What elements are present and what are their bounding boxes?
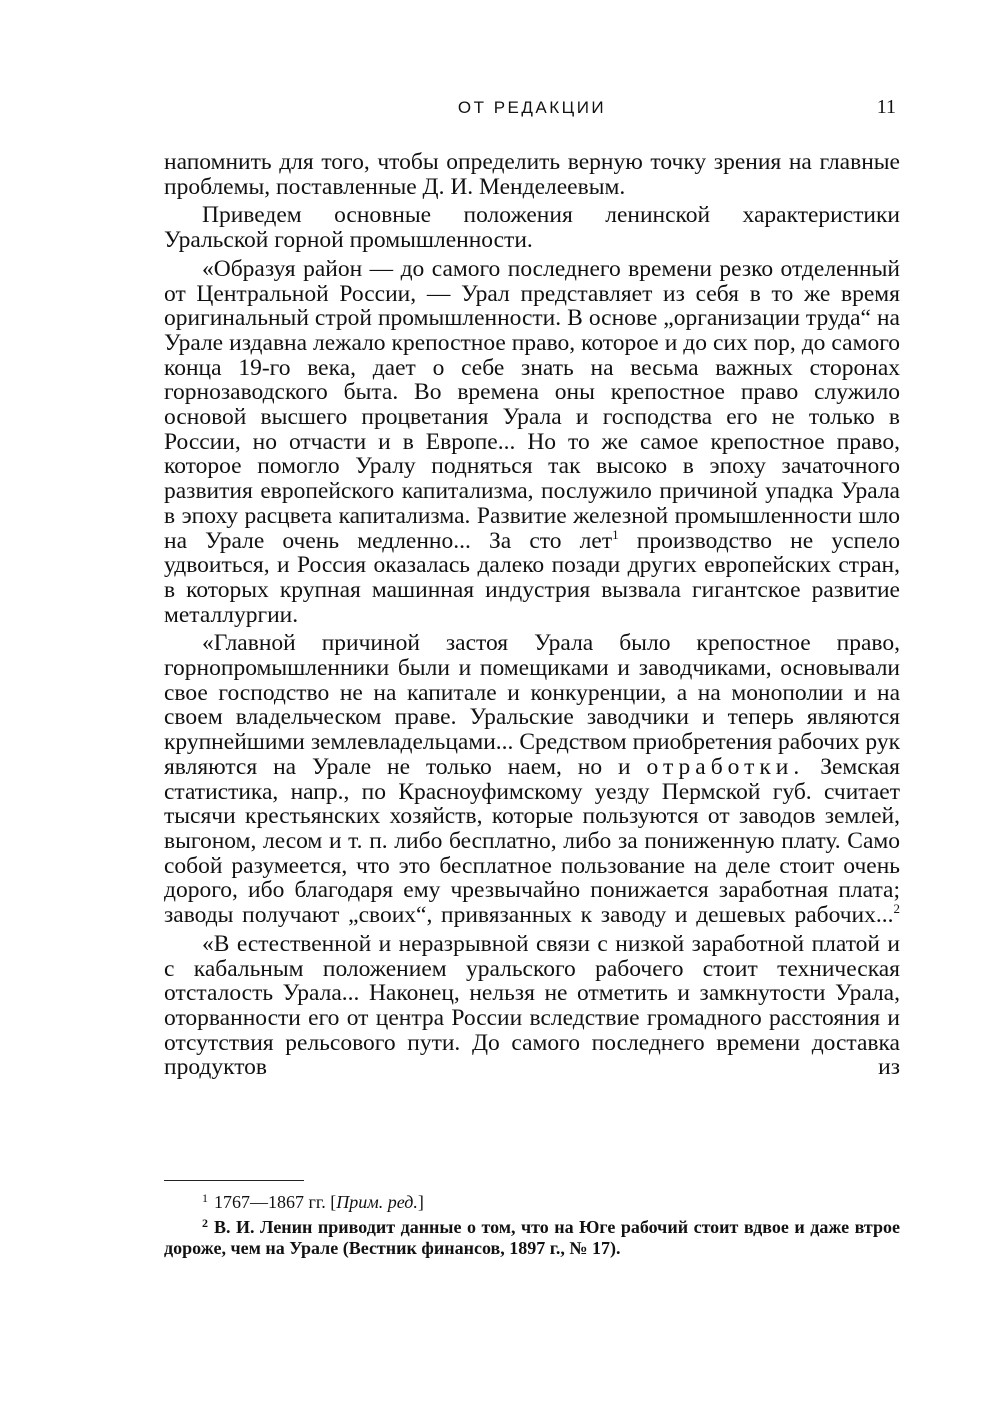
footnote-1-mark: 1 (202, 1191, 208, 1205)
footnote-2-mark: 2 (202, 1216, 208, 1230)
paragraph-intro: Приведем основные положения ленинской характеристики Уральской горной промышленности. (164, 202, 900, 254)
quote-2-text-end: Земская статистика, напр., по Красноуфимскому уезду Пермской губ. считает тысячи крестьянских хозяйств, которые пользуются от заводов землей, выгоном, лесом и т. п. либо бесплатно, либо за пониженную плату. Само собой разумеется, что это бесплатное пользование на деле стоит очень дорого, ибо благодаря ему чрезвычайно понижается заработная плата; заводы получают „своих“, привязанных к заводу и дешевых рабочих... (164, 753, 900, 929)
footnotes (164, 1188, 900, 1259)
paragraph-quote-1 (164, 257, 900, 628)
paragraph-quote-2 (164, 631, 900, 927)
paragraph-continuation: напомнить для того, чтобы определить верную точку зрения на главные проблемы, поставленные Д. И. Менделеевым. (164, 149, 900, 200)
quote-1-text-end: производство не успело удвоиться, и Россия оказалась далеко позади других европейских стран, в которых крупная машинная индустрия вызвала гигантское развитие металлургии. (164, 527, 900, 628)
quote-2-emphasis: отработки. (646, 753, 805, 780)
body-text (164, 150, 900, 1084)
footnote-1-italic: Прим. ред. (336, 1192, 418, 1212)
footnote-rule (164, 1180, 304, 1181)
footnote-2 (164, 1213, 900, 1259)
footnote-2-text: В. И. Ленин приводит данные о том, что на Юге рабочий стоит вдвое и даже втрое дороже, чем на Урале (Вестник финансов, 1897 г., № 17). (164, 1217, 900, 1258)
footnote-1-close: ] (417, 1192, 424, 1212)
page-number: 11 (876, 96, 896, 118)
running-head (164, 98, 900, 128)
footnote-ref-1: 1 (612, 526, 619, 542)
footnote-1 (164, 1188, 900, 1213)
footnote-1-text: 1767—1867 гг. [ (214, 1192, 337, 1212)
running-title: ОТ РЕДАКЦИИ (457, 98, 607, 117)
footnote-ref-2: 2 (893, 901, 900, 917)
quote-1-text: «Образуя район — до самого последнего времени резко отделенный от Центральной России, — Урал представляет из себя в то же время оригинальный строй промышленности. В основе „организации труда“ на Урале издавна лежало крепостное право, которое и до сих пор, до самого конца 19-го века, дает о себе знать на весьма важных сторонах горнозаводского быта. Во времена оны крепостное право служило основой высшего процветания Урала и господства его не только в России, но отчасти и в Европе... Но то же самое крепостное право, которое помогло Уралу подняться так высоко в эпоху зачаточного развития европейского капитализма, послужило причиной упадка Урала в эпоху расцвета капитализма. Развитие железной промышленности шло на Урале очень медленно... За сто лет (164, 255, 900, 554)
paragraph-quote-3: «В естественной и неразрывной связи с низкой заработной платой и с кабальным положением уральского рабочего стоит техническая отсталость Урала... Наконец, нельзя не отметить и замкнутости Урала, оторванности его от центра России вследствие громадного расстояния и отсутствия рельсового пути. До самого последнего времени доставка продуктов из (164, 930, 900, 1081)
quote-2-text: «Главной причиной застоя Урала было крепостное право, горнопромышленники были и помещиками и заводчиками, основывали свое господство не на капитале и конкуренции, а на монополии и на своем владельческом праве. Уральские заводчики и теперь являются крупнейшими землевладельцами... Средством приобретения рабочих рук являются на Урале не только наем, но и (164, 630, 900, 780)
